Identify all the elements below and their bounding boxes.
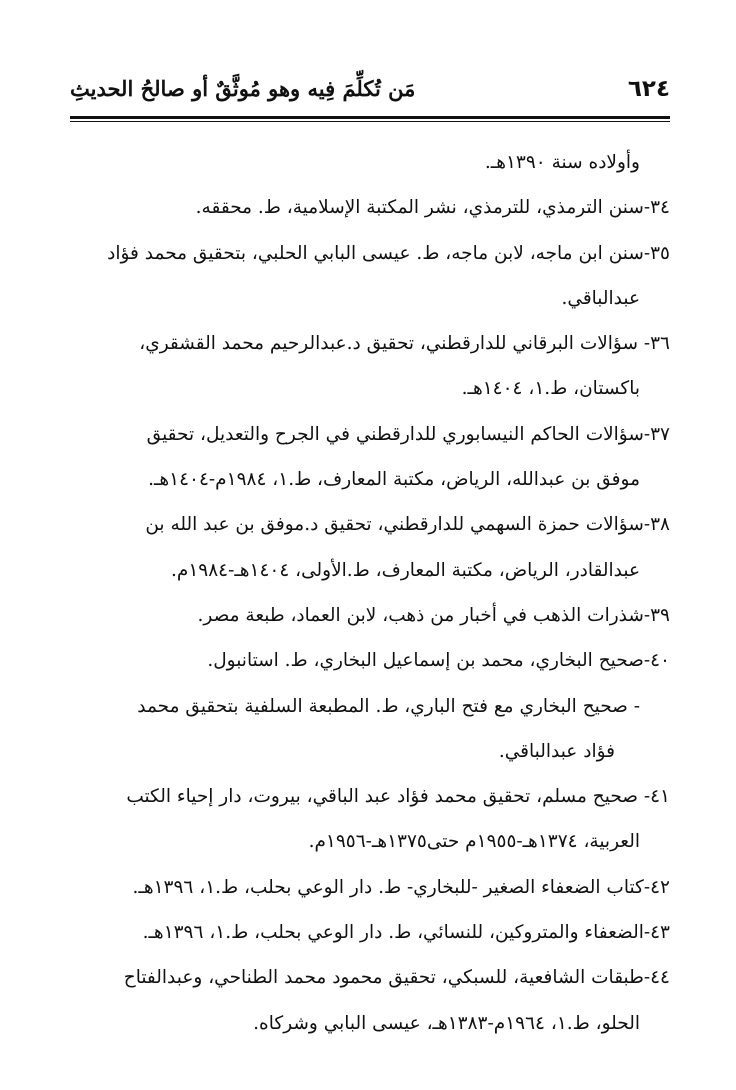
bibliography-entry-35: ٣٥-سنن ابن ماجه، لابن ماجه، ط. عيسى البابي الحلبي، بتحقيق محمد فؤاد: [107, 242, 670, 264]
bibliography-entry-40: ٤٠-صحيح البخاري، محمد بن إسماعيل البخاري، ط. استانبول.: [207, 650, 670, 672]
bibliography-entry-38: ٣٨-سؤالات حمزة السهمي للدارقطني، تحقيق د.موفق بن عبد الله بن: [145, 514, 670, 536]
bibliography-entry-42: ٤٢-كتاب الضعفاء الصغير -للبخاري- ط. دار الوعي بحلب، ط.١، ١٣٩٦هـ.: [132, 876, 670, 898]
text-line: فؤاد عبدالباقي.: [498, 740, 615, 762]
header-rule-thin: [70, 121, 670, 122]
bibliography-entry-34: ٣٤-سنن الترمذي، للترمذي، نشر المكتبة الإسلامية، ط. محققه.: [195, 197, 670, 219]
text-line: العربية، ١٣٧٤هـ-١٩٥٥م حتى١٣٧٥هـ-١٩٥٦م.: [308, 831, 640, 853]
page-number: ٦٢٤: [627, 76, 670, 102]
text-line: وأولاده سنة ١٣٩٠هـ.: [484, 152, 640, 173]
header-rule: [70, 116, 670, 119]
bibliography-list: [70, 140, 670, 1046]
text-line: عبدالباقي.: [561, 287, 640, 309]
bibliography-entry-39: ٣٩-شذرات الذهب في أخبار من ذهب، لابن العماد، طبعة مصر.: [197, 604, 670, 626]
text-line: عبدالقادر، الرياض، مكتبة المعارف، ط.الأولى، ١٤٠٤هـ-١٩٨٤م.: [170, 559, 640, 581]
bibliography-entry-36: ٣٦- سؤالات البرقاني للدارقطني، تحقيق د.عبدالرحيم محمد القشقري،: [139, 333, 670, 355]
bibliography-entry-41: ٤١- صحيح مسلم، تحقيق محمد فؤاد عبد الباقي، بيروت، دار إحياء الكتب: [126, 786, 670, 808]
bibliography-entry-44: ٤٤-طبقات الشافعية، للسبكي، تحقيق محمود محمد الطناحي، وعبدالفتاح: [123, 967, 670, 989]
bibliography-subentry: - صحيح البخاري مع فتح الباري، ط. المطبعة السلفية بتحقيق محمد: [137, 695, 640, 717]
text-line: الحلو، ط.١، ١٩٦٤م-١٣٨٣هـ، عيسى البابي وشركاه.: [253, 1012, 640, 1034]
running-title: مَن تُكلِّمَ فِيه وهو مُوثَّقٌ أو صالحُ الحديثِ: [70, 76, 416, 101]
text-line: باكستان، ط.١، ١٤٠٤هـ.: [461, 378, 640, 400]
bibliography-entry-37: ٣٧-سؤالات الحاكم النيسابوري للدارقطني في الجرح والتعديل، تحقيق: [146, 423, 670, 445]
text-line: موفق بن عبدالله، الرياض، مكتبة المعارف، ط.١، ١٩٨٤م-١٤٠٤هـ.: [148, 469, 640, 491]
page-header: [70, 72, 670, 112]
bibliography-entry-43: ٤٣-الضعفاء والمتروكين، للنسائي، ط. دار الوعي بحلب، ط.١، ١٣٩٦هـ.: [142, 922, 670, 944]
